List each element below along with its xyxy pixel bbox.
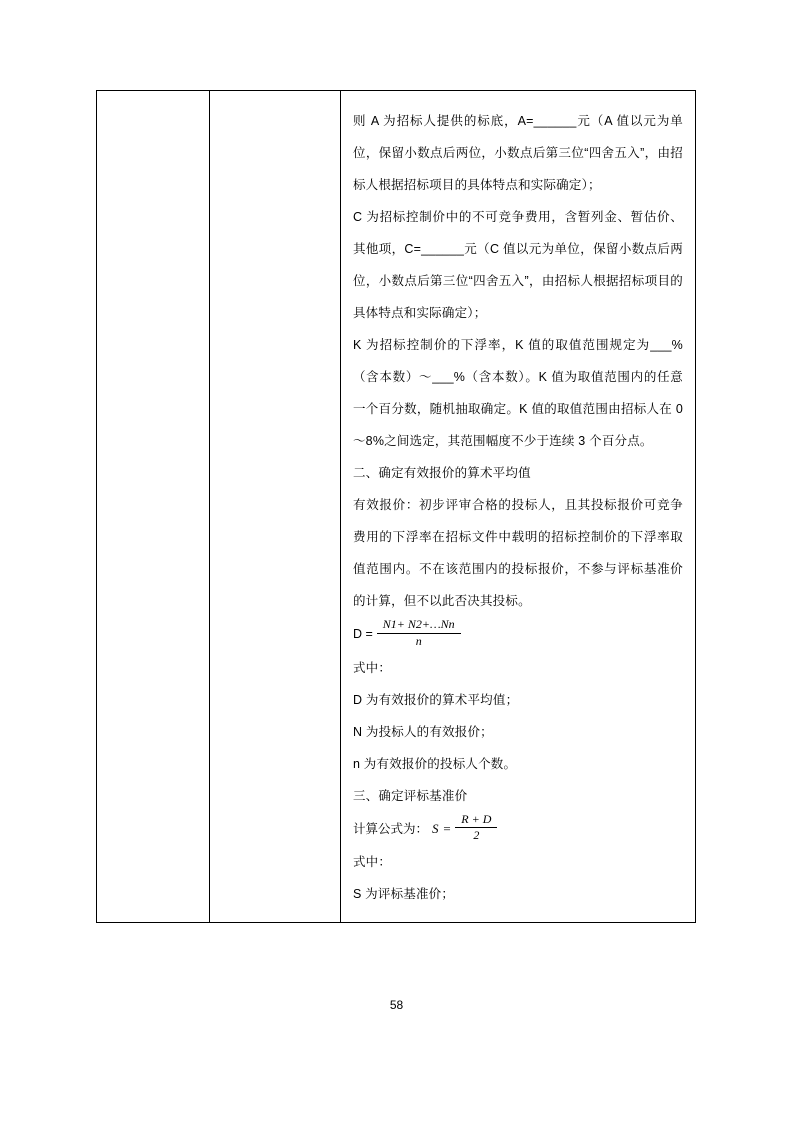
clause-paragraph-def-n-upper: N 为投标人的有效报价； [352,724,493,739]
content-table [96,90,696,923]
clause-paragraph-valid-bid: 有效报价：初步评审合格的投标人，且其投标报价可竞争费用的下浮率在招标文件中载明的招标控制价的下浮率取值范围内。不在该范围内的投标报价，不参与评标基准价的计算，但不以此否决其投标。 [352,498,683,608]
clause-paragraph-def-s: S 为评标基准价； [352,887,455,902]
clause-text-block [341,91,695,922]
formula-d-label: D = [352,627,373,642]
table-cell-middle [209,91,340,923]
clause-paragraph-c-noncompetitive: C 为招标控制价中的不可竞争费用，含暂列金、暂估价、其他项，C=______元（C 值以元为单位，保留小数点后两位，小数点后第三位“四舍五入”，由招标人根据招标项目的具体特点和实际确定）； [352,210,683,320]
formula-d-fraction [377,618,461,649]
clause-paragraph-a-standard: 则 A 为招标人提供的标底，A=______元（A 值以元为单位，保留小数点后两位，小数点后第三位“四舍五入”，由招标人根据招标项目的具体特点和实际确定）； [352,114,683,192]
formula-s-fraction [455,813,497,844]
formula-d-denominator: n [415,633,422,648]
formula-s-benchmark [352,811,683,845]
formula-d-average [353,619,683,650]
page-number: 58 [389,998,404,1012]
table-cell-left-content [97,91,209,117]
clause-paragraph-k-rate: K 为招标控制价的下浮率，K 值的取值范围规定为___%（含本数）～___%（含本数）。K 值为取值范围内的任意一个百分数，随机抽取确定。K 值的取值范围由招标人在 0～8%之间选定，其范围幅度不少于连续 3 个百分点。 [352,338,683,448]
table-cell-left [97,91,210,923]
clause-paragraph-def-d: D 为有效报价的算术平均值； [352,692,519,707]
clause-heading-three: 三、确定评标基准价 [352,788,468,803]
clause-paragraph-def-n-lower: n 为有效报价的投标人个数。 [352,756,517,771]
table-cell-middle-content [210,91,340,117]
clause-heading-two: 二、确定有效报价的算术平均值 [352,466,531,480]
formula-s-expression [431,811,497,845]
formula-s-symbol: S [431,820,439,836]
clause-paragraph-where-1: 式中： [352,660,392,675]
table-row [97,91,696,923]
formula-s-equals: = [442,820,452,836]
table-cell-right [340,91,695,923]
clause-paragraph-where-2: 式中： [352,855,392,870]
formula-d-numerator: N1+ N2+…Nn [377,618,461,634]
formula-s-denominator: 2 [473,828,480,843]
formula-s-numerator: R + D [455,813,497,829]
formula-s-prefix: 计算公式为： [352,821,428,836]
